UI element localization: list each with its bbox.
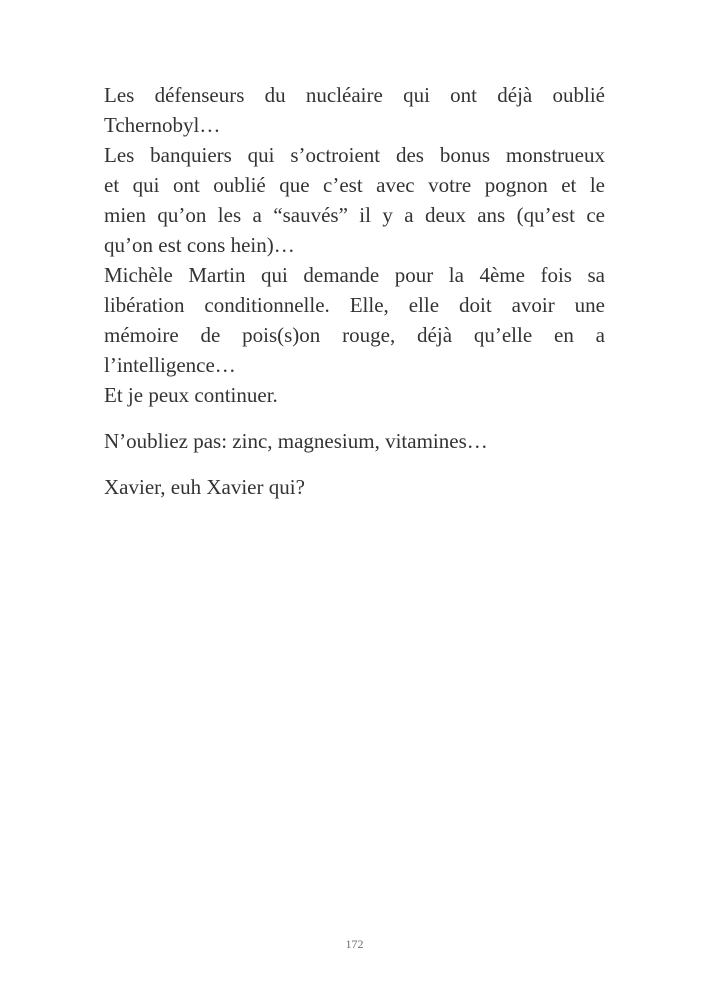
text-line: mémoire de pois(s)on rouge, déjà qu’elle en a	[104, 323, 605, 347]
text-line: l’intelligence…	[104, 353, 236, 377]
text-line: Les défenseurs du nucléaire qui ont déjà oublié	[104, 83, 605, 107]
paragraph	[104, 260, 605, 380]
text-line: Les banquiers qui s’octroient des bonus monstrueux	[104, 143, 605, 167]
text-line: Michèle Martin qui demande pour la 4ème fois sa	[104, 263, 605, 287]
text-line: libération conditionnelle. Elle, elle doit avoir une	[104, 293, 605, 317]
paragraph	[104, 80, 605, 140]
paragraph	[104, 426, 605, 456]
text-line: Xavier, euh Xavier qui?	[104, 475, 305, 499]
page-number: 172	[345, 937, 364, 951]
page-text	[104, 80, 605, 502]
paragraph	[104, 380, 605, 410]
text-line: Et je peux continuer.	[104, 383, 278, 407]
text-line: et qui ont oublié que c’est avec votre pognon et le	[104, 173, 605, 197]
paragraph	[104, 472, 605, 502]
paragraph	[104, 140, 605, 260]
text-line: qu’on est cons hein)…	[104, 233, 295, 257]
text-line: Tchernobyl…	[104, 113, 221, 137]
text-line: mien qu’on les a “sauvés” il y a deux ans (qu’est ce	[104, 203, 605, 227]
text-line: N’oubliez pas: zinc, magnesium, vitamines…	[104, 429, 488, 453]
